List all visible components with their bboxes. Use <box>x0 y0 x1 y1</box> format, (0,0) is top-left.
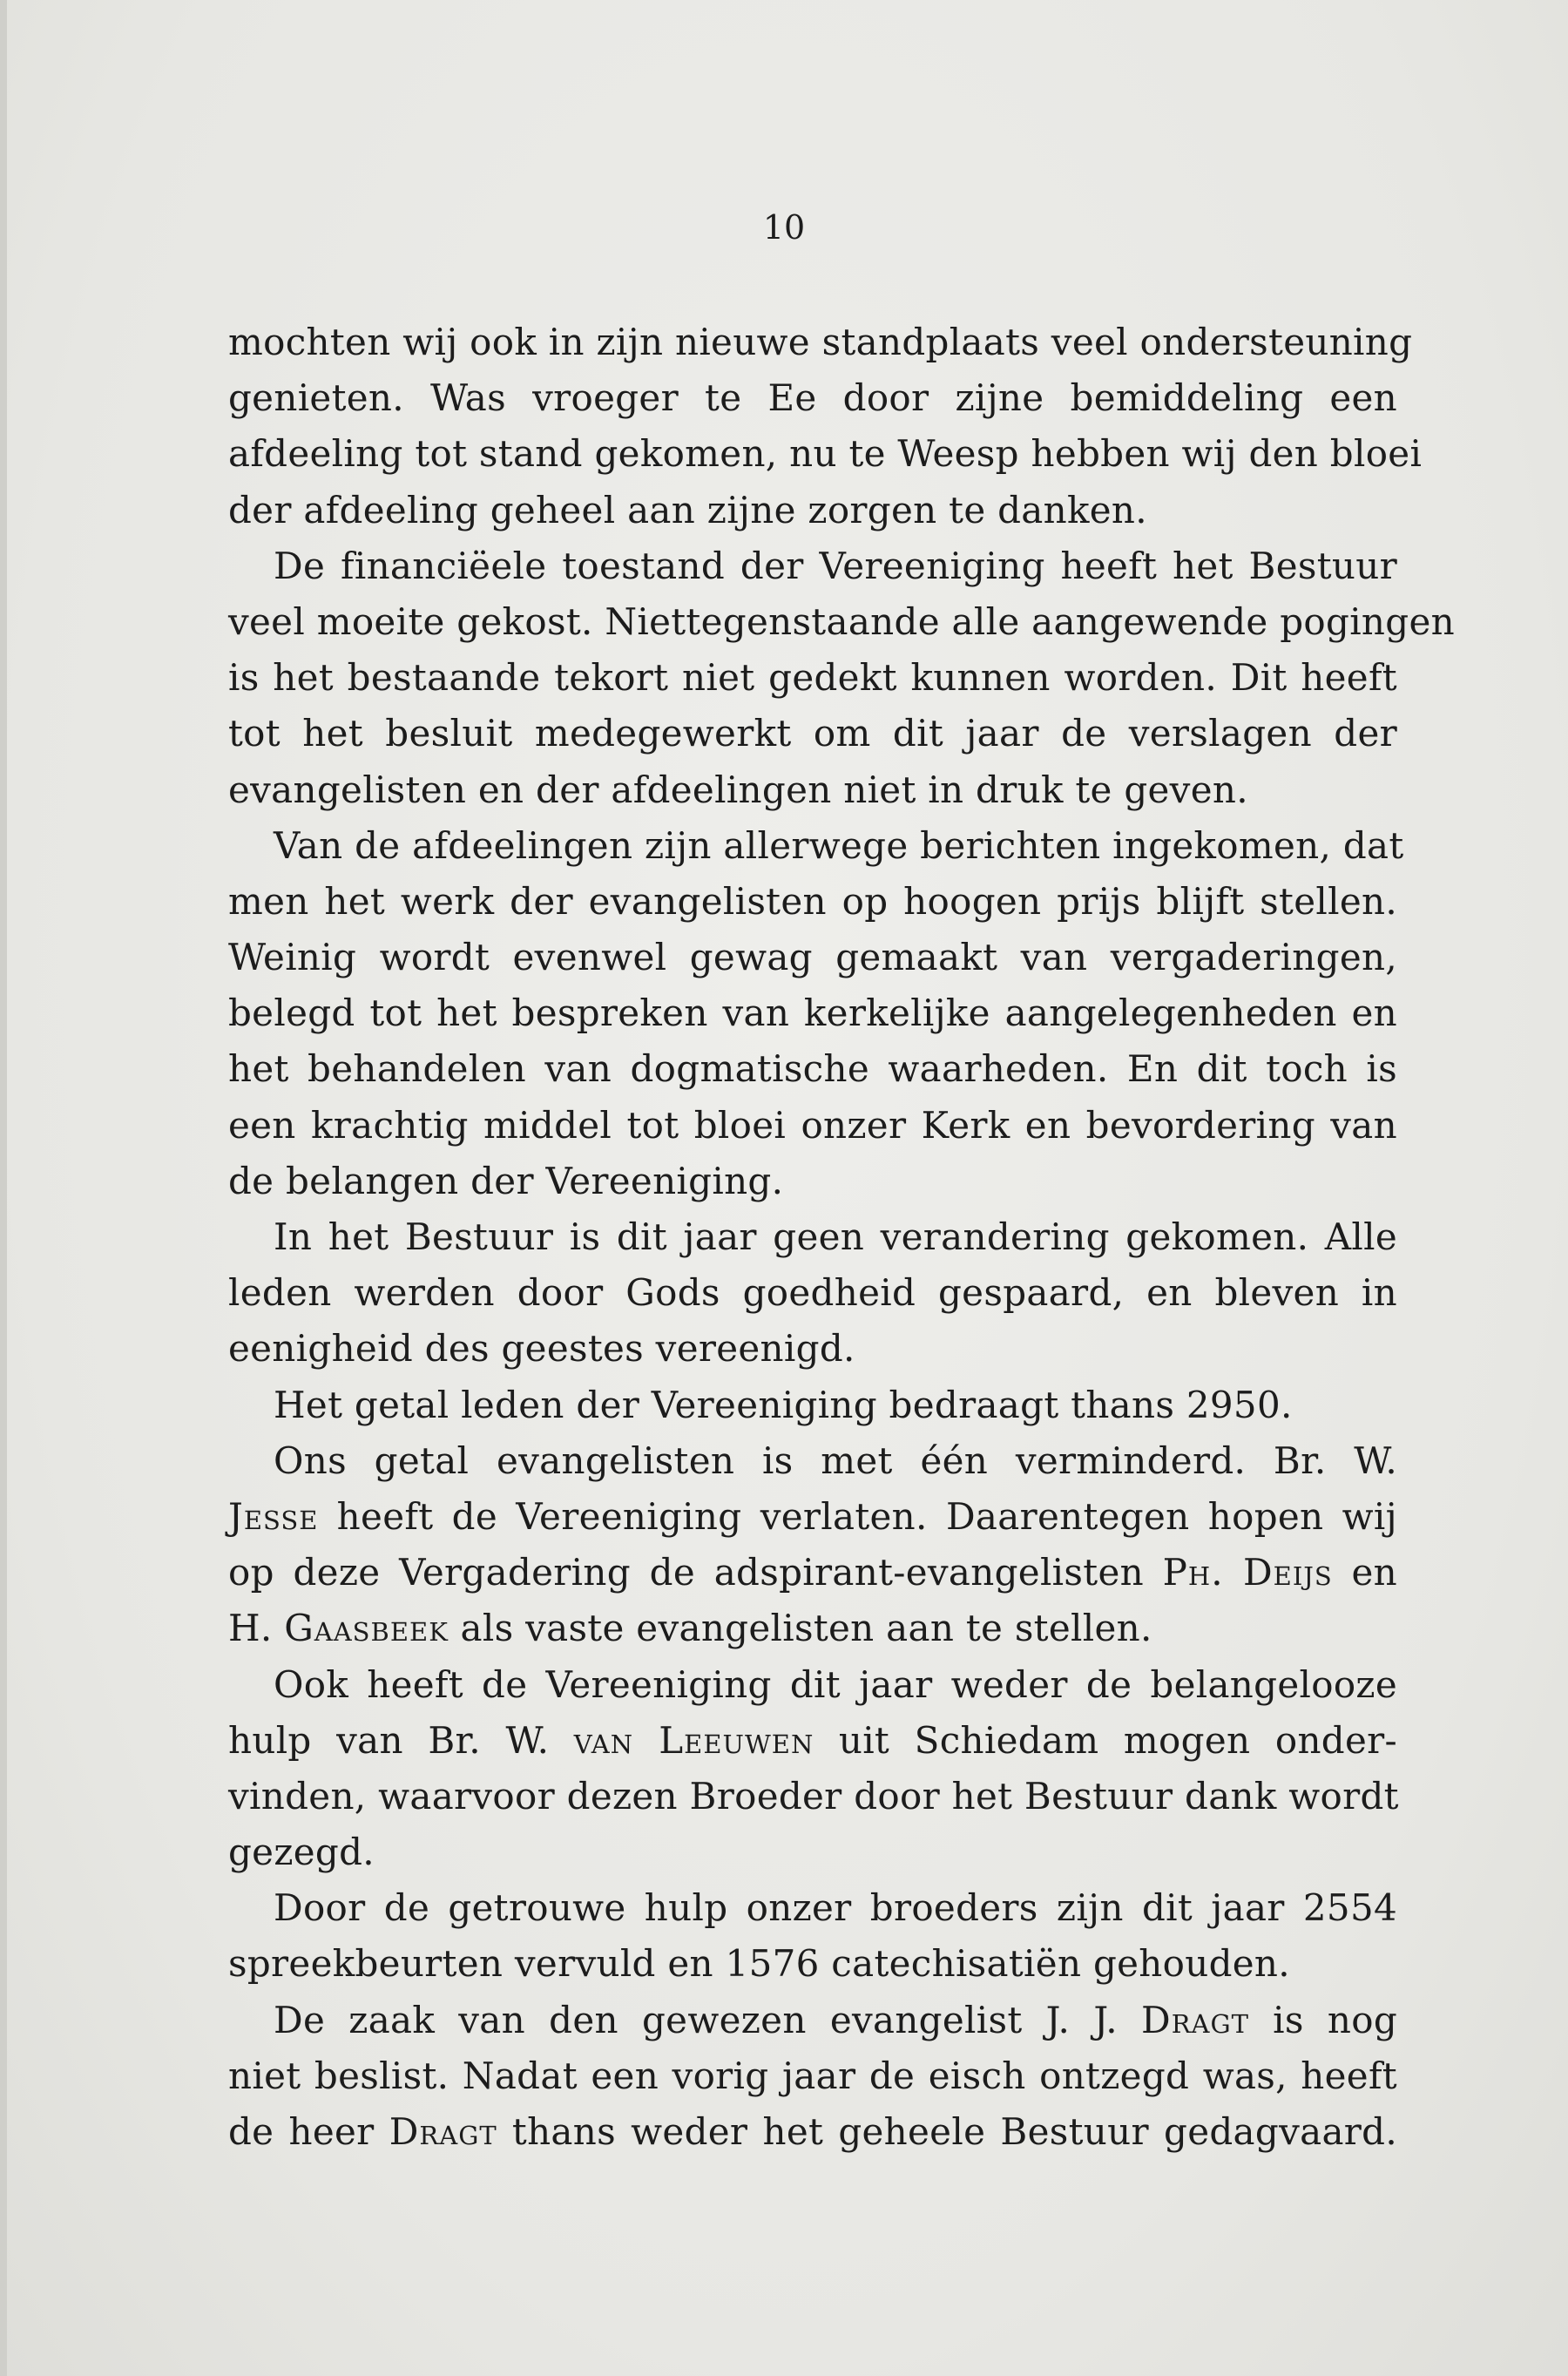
text-line: afdeeling tot stand gekomen, nu te Weesp hebben wij den bloei <box>228 432 1423 476</box>
page-number: 10 <box>762 208 806 247</box>
text-line: hulp van Br. W. van Leeuwen uit Schiedam mogen onder- <box>228 1718 1398 1762</box>
text-line: de belangen der Vereeniging. <box>228 1159 784 1202</box>
text-line: tot het besluit medegewerkt om dit jaar de verslagen der <box>228 712 1397 755</box>
text-line: gezegd. <box>228 1831 375 1874</box>
text-line: belegd tot het bespreken van kerkelijke aangelegenheden en <box>228 992 1397 1035</box>
text-line: De financiëele toestand der Vereeniging heeft het Bestuur <box>274 544 1397 587</box>
text-line: de heer Dragt thans weder het geheele Bestuur gedagvaard. <box>228 2110 1397 2153</box>
text-line: Het getal leden der Vereeniging bedraagt thans 2950. <box>274 1383 1293 1426</box>
page-edge <box>0 0 7 2376</box>
text-line: een krachtig middel tot bloei onzer Kerk en bevordering van <box>228 1103 1397 1147</box>
text-line: In het Bestuur is dit jaar geen verandering gekomen. Alle <box>274 1215 1397 1258</box>
body-text <box>228 315 1455 2160</box>
text-line: op deze Vergadering de adspirant-evangelisten Ph. Deijs en <box>228 1551 1397 1594</box>
text-line: Ons getal evangelisten is met één verminderd. Br. W. <box>274 1438 1397 1482</box>
text-line: der afdeeling geheel aan zijne zorgen te danken. <box>228 488 1147 531</box>
text-line: Weinig wordt evenwel gewag gemaakt van vergaderingen, <box>228 936 1397 979</box>
text-line: spreekbeurten vervuld en 1576 catechisatiën gehouden. <box>228 1942 1290 1986</box>
text-line: het behandelen van dogmatische waarheden. En dit toch is <box>228 1047 1397 1091</box>
text-line: evangelisten en der afdeelingen niet in druk te geven. <box>228 768 1248 811</box>
text-line: De zaak van den gewezen evangelist J. J. Dragt is nog <box>274 1998 1398 2041</box>
text-line: Door de getrouwe hulp onzer broeders zijn dit jaar 2554 <box>274 1886 1397 1930</box>
text-line: eenigheid des geestes vereenigd. <box>228 1327 855 1371</box>
text-line: Ook heeft de Vereeniging dit jaar weder de belangelooze <box>274 1662 1397 1706</box>
text-line: niet beslist. Nadat een vorig jaar de eisch ontzegd was, heeft <box>228 2054 1397 2097</box>
text-line: genieten. Was vroeger te Ee door zijne bemiddeling een <box>228 376 1397 420</box>
text-line: men het werk der evangelisten op hoogen prijs blijft stellen. <box>228 879 1397 923</box>
text-line: Van de afdeelingen zijn allerwege berichten ingekomen, dat <box>274 823 1404 867</box>
text-line: mochten wij ook in zijn nieuwe standplaats veel ondersteuning <box>228 321 1413 363</box>
text-line: vinden, waarvoor dezen Broeder door het Bestuur dank wordt <box>228 1774 1399 1818</box>
text-line: leden werden door Gods goedheid gespaard, en bleven in <box>228 1271 1397 1315</box>
text-line: veel moeite gekost. Niettegenstaande alle aangewende pogingen <box>228 599 1455 643</box>
text-line: is het bestaande tekort niet gedekt kunnen worden. Dit heeft <box>228 656 1397 700</box>
text-line: Jesse heeft de Vereeniging verlaten. Daarentegen hopen wij <box>228 1494 1397 1538</box>
text-line: H. Gaasbeek als vaste evangelisten aan te stellen. <box>228 1607 1152 1650</box>
